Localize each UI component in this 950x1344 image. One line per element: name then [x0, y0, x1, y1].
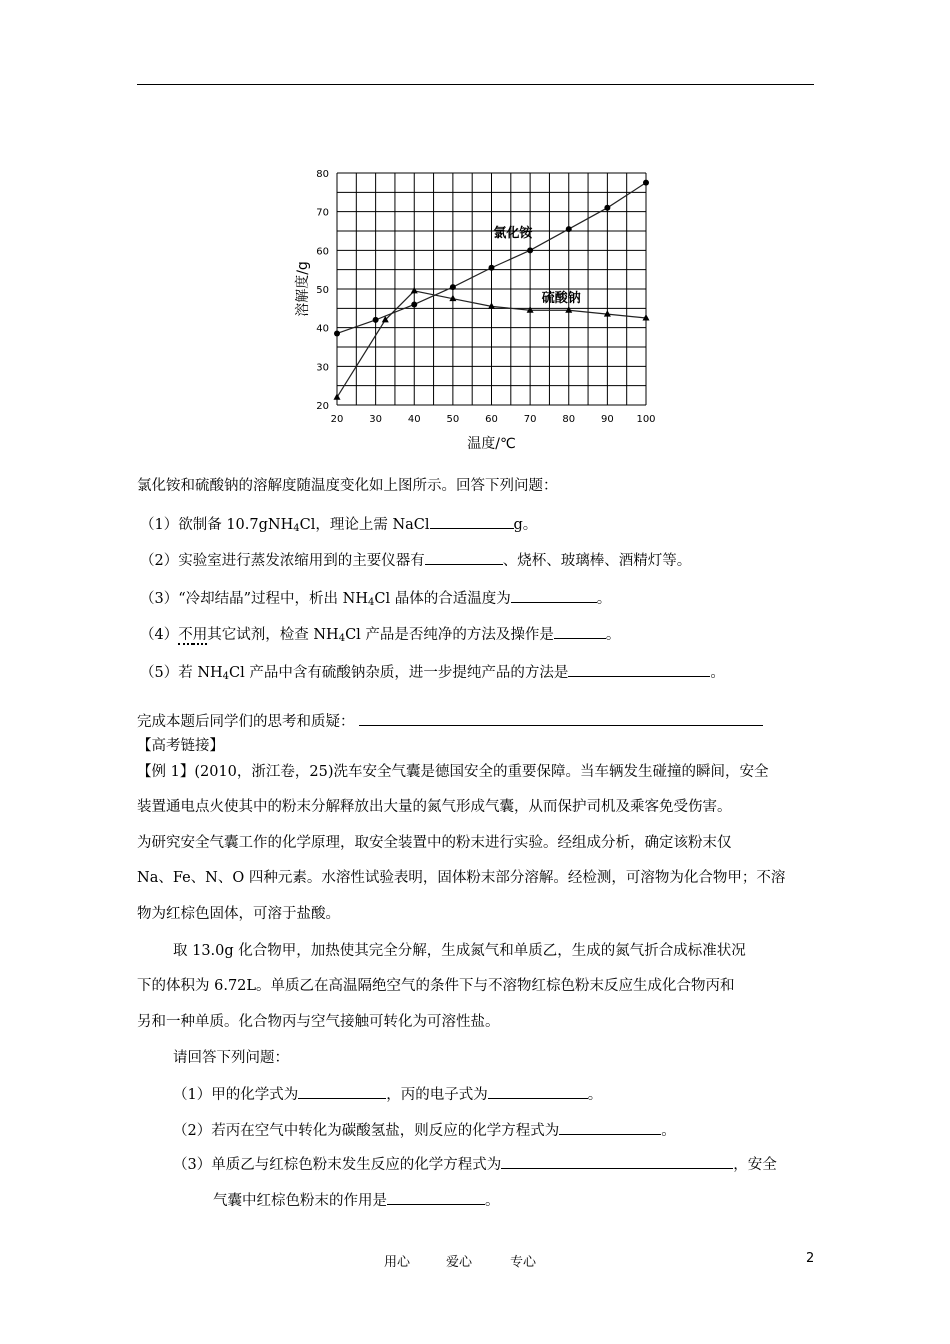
sub-question-2: （2）若丙在空气中转化为碳酸氢盐，则反应的化学方程式为 。 [173, 1120, 676, 1141]
question-1: （1）欲制备 10.7gNH$_4$Cl，理论上需 NaCl g。 [140, 514, 537, 539]
sub-question-1: （1）甲的化学式为 ，丙的电子式为 。 [173, 1084, 602, 1105]
example-line: 为研究安全气囊工作的化学原理，取安全装置中的粉末进行实验。经组成分析，确定该粉末仅 [137, 835, 732, 851]
solubility-chart [290, 160, 670, 455]
answer-blank[interactable] [554, 624, 606, 639]
y-tick-label: 20 [316, 401, 329, 412]
emphasis-dot-text: 不 [178, 627, 193, 643]
x-tick-label: 90 [601, 414, 614, 425]
intro-text: 氯化铵和硫酸钠的溶解度随温度变化如上图所示。回答下列问题： [137, 478, 558, 494]
footer-motto-2: 爱心 [446, 1255, 473, 1270]
footer-motto-1: 用心 [384, 1255, 411, 1270]
data-point [489, 265, 495, 271]
answer-blank[interactable] [559, 1120, 661, 1135]
example-line: 【例 1】(2010，浙江卷，25)洗车安全气囊是德国安全的重要保障。当车辆发生碰撞的瞬间，安全 [137, 764, 769, 780]
page-number: 2 [806, 1251, 815, 1266]
x-tick-label: 30 [369, 414, 382, 425]
answer-blank[interactable] [430, 514, 514, 529]
y-tick-label: 50 [316, 285, 329, 296]
y-tick-label: 30 [316, 362, 329, 374]
y-tick-label: 70 [316, 207, 329, 219]
header-rule [137, 84, 814, 85]
y-tick-label: 40 [316, 323, 329, 335]
reflection-line: 完成本题后同学们的思考和质疑： [137, 711, 763, 732]
x-axis-label: 温度/℃ [467, 436, 516, 452]
y-tick-label: 60 [316, 246, 329, 258]
series-label: 硫酸钠 [541, 291, 581, 307]
emphasis-dot-text: 用 [192, 627, 208, 643]
answer-blank[interactable] [568, 662, 710, 677]
data-point [604, 205, 610, 211]
example-line: 取 13.0g 化合物甲，加热使其完全分解，生成氮气和单质乙，生成的氮气折合成标准状况 [173, 943, 746, 959]
y-tick-label: 80 [316, 169, 329, 180]
y-axis-label: 溶解度/g [295, 261, 311, 317]
data-point [565, 306, 572, 313]
x-tick-label: 100 [636, 414, 656, 425]
data-point [411, 301, 417, 307]
series-label: 氯化铵 [493, 225, 533, 241]
sub-question-3: （3）单质乙与红棕色粉末发生反应的化学方程式为 ，安全 [173, 1154, 777, 1175]
data-point [373, 317, 379, 323]
x-tick-label: 60 [485, 414, 498, 425]
x-tick-label: 70 [523, 414, 537, 425]
answer-blank[interactable] [488, 1084, 588, 1099]
example-line: 下的体积为 6.72L。单质乙在高温隔绝空气的条件下与不溶物红棕色粉末反应生成化合物丙和 [137, 978, 735, 994]
data-point [566, 226, 572, 232]
data-point [450, 284, 456, 290]
question-5: （5）若 $NH_4Cl$ 产品中含有硫酸钠杂质，进一步提纯产品的方法是 。 [140, 662, 725, 687]
question-3: （3）“冷却结晶”过程中，析出 $NH_4Cl$ 晶体的合适温度为 。 [140, 588, 611, 613]
data-point [411, 287, 418, 294]
sub-question-3-cont: 气囊中红棕色粉末的作用是 。 [213, 1190, 500, 1211]
answer-blank[interactable] [425, 550, 503, 565]
section-heading: 【高考链接】 [137, 738, 224, 754]
answer-blank[interactable] [359, 711, 763, 726]
footer-motto-3: 专心 [510, 1255, 537, 1270]
example-line: 另和一种单质。化合物丙与空气接触可转化为可溶性盐。 [137, 1014, 500, 1030]
data-point [643, 180, 649, 186]
data-point [527, 247, 533, 253]
answer-blank[interactable] [298, 1084, 386, 1099]
example-line: 装置通电点火使其中的粉末分解释放出大量的氮气形成气囊，从而保护司机及乘客免受伤害。 [137, 799, 732, 815]
x-tick-label: 80 [562, 414, 576, 425]
example-line: 物为红棕色固体，可溶于盐酸。 [137, 906, 340, 922]
example-line: Na、Fe、N、O 四种元素。水溶性试验表明，固体粉末部分溶解。经检测，可溶物为化合物甲；不溶 [137, 870, 786, 886]
answer-blank[interactable] [511, 588, 597, 603]
question-4: （4）不用其它试剂，检查 $NH_4Cl$ 产品是否纯净的方法及操作是 。 [140, 624, 620, 649]
question-2: （2）实验室进行蒸发浓缩用到的主要仪器有 、烧杯、玻璃棒、酒精灯等。 [140, 550, 691, 571]
answer-blank[interactable] [501, 1154, 733, 1169]
x-tick-label: 40 [407, 414, 421, 425]
example-line: 请回答下列问题： [173, 1050, 289, 1066]
x-tick-label: 20 [330, 414, 344, 425]
x-tick-label: 50 [446, 414, 460, 425]
answer-blank[interactable] [387, 1190, 485, 1205]
data-point [334, 330, 340, 336]
